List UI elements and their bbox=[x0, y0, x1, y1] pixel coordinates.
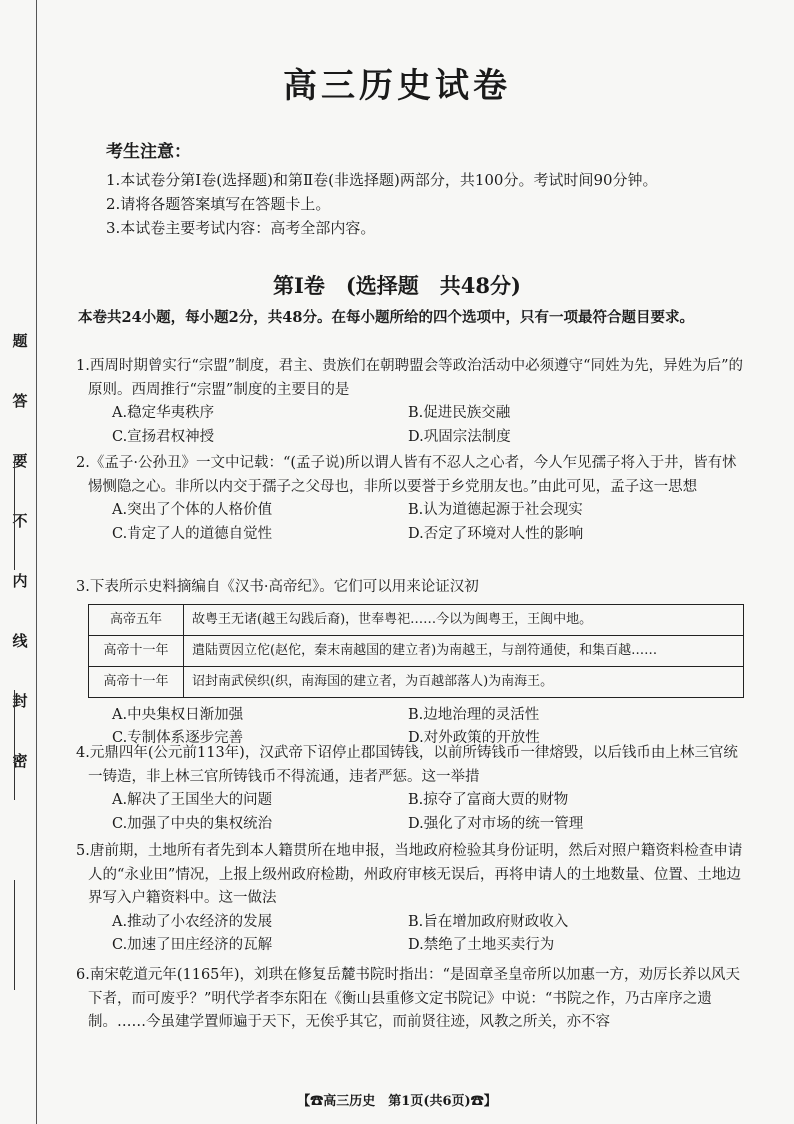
option-a[interactable]: A.推动了小农经济的发展 bbox=[112, 913, 273, 930]
question-4 bbox=[76, 742, 750, 836]
option-d[interactable]: D.禁绝了土地买卖行为 bbox=[408, 937, 555, 953]
section-title: 第Ⅰ卷 (选择题 共48分) bbox=[273, 273, 521, 298]
table-year: 高帝十一年 bbox=[89, 666, 184, 697]
student-info-field[interactable] bbox=[14, 880, 25, 990]
question-1 bbox=[76, 355, 750, 449]
table-text: 诏封南武侯织(织，南海国的建立者，为百越部落人)为南海王。 bbox=[184, 666, 744, 697]
notice-item: 1.本试卷分第Ⅰ卷(选择题)和第Ⅱ卷(非选择题)两部分，共100分。考试时间90分钟。 bbox=[106, 171, 658, 189]
option-c[interactable]: C.加速了田庄经济的瓦解 bbox=[112, 937, 273, 953]
seal-char: 内 bbox=[12, 572, 28, 590]
seal-char: 密 bbox=[12, 752, 28, 770]
options bbox=[76, 911, 750, 958]
options bbox=[76, 789, 750, 836]
option-c[interactable]: C.加强了中央的集权统治 bbox=[112, 815, 273, 832]
option-d[interactable]: D.巩固宗法制度 bbox=[408, 428, 511, 445]
section-intro: 本卷共24小题，每小题2分，共48分。在每小题所给的四个选项中，只有一项最符合题目要求。 bbox=[78, 309, 694, 326]
student-info-field[interactable] bbox=[14, 690, 25, 800]
notice-item: 2.请将各题答案填写在答题卡上。 bbox=[106, 195, 331, 213]
option-d[interactable]: D.强化了对市场的统一管理 bbox=[408, 815, 584, 832]
option-b[interactable]: B.掠夺了富商大贾的财物 bbox=[408, 792, 569, 808]
notice-item: 3.本试卷主要考试内容：高考全部内容。 bbox=[106, 219, 376, 237]
question-stem: 4.元鼎四年(公元前113年)，汉武帝下诏停止郡国铸钱，以前所铸钱币一律熔毁，以后钱币由上林三官统一铸造，非上林三官所铸钱币不得流通，违者严惩。这一举措 bbox=[76, 745, 738, 785]
option-a[interactable]: A.中央集权日渐加强 bbox=[112, 706, 244, 723]
table-row bbox=[89, 635, 744, 666]
options bbox=[76, 402, 750, 449]
seal-char: 线 bbox=[12, 632, 28, 650]
seal-char: 要 bbox=[12, 452, 28, 470]
table-row bbox=[89, 666, 744, 697]
option-b[interactable]: B.旨在增加政府财政收入 bbox=[408, 913, 569, 930]
question-2 bbox=[76, 452, 750, 546]
option-a[interactable]: A.突出了个体的人格价值 bbox=[112, 502, 273, 518]
table-text: 故粤王无诸(越王勾践后裔)，世奉粤祀……今以为闽粤王，王闽中地。 bbox=[184, 604, 744, 635]
page-footer: 【☎高三历史 第1页(共6页)☎】 bbox=[297, 1094, 497, 1109]
option-c[interactable]: C.专制体系逐步完善 bbox=[112, 730, 244, 746]
option-b[interactable]: B.认为道德起源于社会现实 bbox=[408, 502, 583, 518]
option-d[interactable]: D.否定了环境对人性的影响 bbox=[408, 525, 584, 542]
option-d[interactable]: D.对外政策的开放性 bbox=[408, 730, 540, 746]
question-stem: 5.唐前期，土地所有者先到本人籍贯所在地申报，当地政府检验其身份证明，然后对照户籍资料检查申请人的“永业田”情况，上报上级州政府检勘，州政府审核无误后，再将申请人的土地数量、位置、土地边界写入户籍资料中。这一做法 bbox=[76, 843, 743, 906]
seal-char: 答 bbox=[12, 392, 28, 410]
table-text: 遣陆贾因立佗(赵佗，秦末南越国的建立者)为南越王，与剖符通使，和集百越…… bbox=[184, 635, 744, 666]
seal-char: 不 bbox=[12, 512, 28, 530]
student-info-field[interactable] bbox=[14, 460, 25, 570]
notice-heading: 考生注意： bbox=[106, 142, 191, 162]
option-b[interactable]: B.促进民族交融 bbox=[408, 405, 511, 421]
question-6 bbox=[76, 964, 750, 1035]
source-table bbox=[88, 604, 744, 698]
table-year: 高帝五年 bbox=[89, 604, 184, 635]
option-a[interactable]: A.解决了王国坐大的问题 bbox=[112, 792, 273, 808]
table-row bbox=[89, 604, 744, 635]
question-stem: 2.《孟子·公孙丑》一文中记载：“(孟子说)所以谓人皆有不忍人之心者，今人乍见孺子将入于井，皆有怵惕恻隐之心。非所以内交于孺子之父母也，非所以要誉于乡党朋友也。”由此可见，孟子这一思想 bbox=[76, 455, 737, 495]
question-stem: 1.西周时期曾实行“宗盟”制度，君主、贵族们在朝聘盟会等政治活动中必须遵守“同姓为先，异姓为后”的原则。西周推行“宗盟”制度的主要目的是 bbox=[76, 358, 743, 398]
seal-char: 题 bbox=[12, 332, 28, 350]
question-3 bbox=[76, 576, 750, 751]
option-a[interactable]: A.稳定华夷秩序 bbox=[112, 405, 215, 421]
question-stem: 3.下表所示史料摘编自《汉书·高帝纪》。它们可以用来论证汉初 bbox=[76, 579, 479, 595]
option-b[interactable]: B.边地治理的灵活性 bbox=[408, 706, 540, 723]
seal-char: 封 bbox=[12, 692, 28, 710]
question-stem: 6.南宋乾道元年(1165年)，刘珙在修复岳麓书院时指出：“是固章圣皇帝所以加惠一方，劝厉长养以风天下者，而可废乎？”明代学者李东阳在《衡山县重修文定书院记》中说：“书院之作，乃古庠序之遗制。……今虽建学置师遍于天下，无俟乎其它，而前贤往迹，风教之所关，亦不容 bbox=[76, 967, 740, 1030]
exam-title: 高三历史试卷 bbox=[283, 66, 511, 106]
exam-notice bbox=[106, 140, 658, 240]
options bbox=[76, 499, 750, 546]
option-c[interactable]: C.肯定了人的道德自觉性 bbox=[112, 525, 273, 542]
table-year: 高帝十一年 bbox=[89, 635, 184, 666]
option-c[interactable]: C.宣扬君权神授 bbox=[112, 428, 215, 445]
binding-line bbox=[36, 0, 37, 1124]
question-5 bbox=[76, 840, 750, 958]
